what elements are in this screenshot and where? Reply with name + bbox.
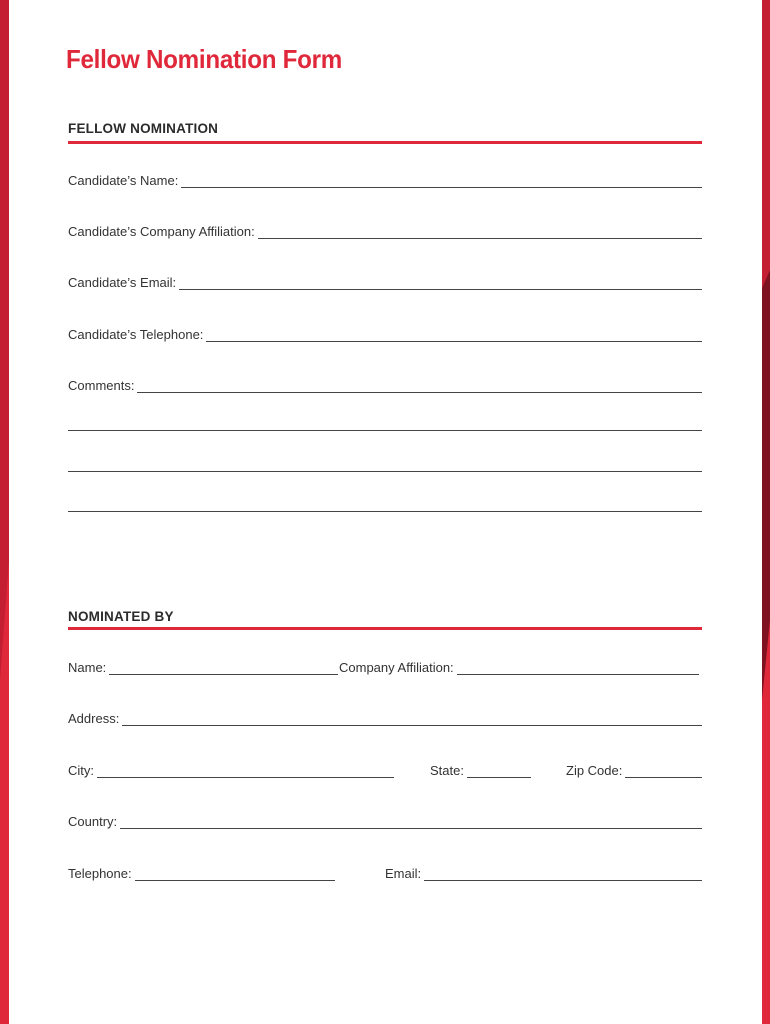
comments-label: Comments: — [68, 378, 135, 393]
candidate-telephone-label: Candidate’s Telephone: — [68, 327, 204, 342]
nominator-name-field[interactable] — [68, 659, 338, 677]
nominator-email-input-line[interactable] — [424, 880, 702, 881]
address-label: Address: — [68, 711, 120, 726]
section-divider — [68, 627, 702, 630]
candidate-telephone-field[interactable] — [68, 326, 702, 344]
nominator-name-label: Name: — [68, 660, 107, 675]
comments-line-2[interactable] — [68, 430, 702, 431]
candidate-email-field[interactable] — [68, 274, 702, 292]
state-field[interactable] — [430, 762, 531, 780]
nominator-company-input-line[interactable] — [457, 674, 699, 675]
nominator-company-label: Company Affiliation: — [339, 660, 454, 675]
zip-code-label: Zip Code: — [566, 763, 623, 778]
candidate-email-label: Candidate’s Email: — [68, 275, 177, 290]
candidate-name-field[interactable] — [68, 172, 702, 190]
zip-code-field[interactable] — [566, 762, 702, 780]
fellow-nomination-heading: FELLOW NOMINATION — [68, 121, 219, 136]
nominator-telephone-input-line[interactable] — [135, 880, 335, 881]
city-input-line[interactable] — [97, 777, 394, 778]
zip-code-input-line[interactable] — [625, 777, 702, 778]
nominated-by-heading: NOMINATED BY — [68, 609, 174, 624]
candidate-company-input-line[interactable] — [258, 238, 702, 239]
comments-field[interactable] — [68, 377, 702, 395]
city-label: City: — [68, 763, 94, 778]
country-label: Country: — [68, 814, 118, 829]
country-field[interactable] — [68, 813, 702, 831]
candidate-name-input-line[interactable] — [181, 187, 702, 188]
nominator-name-input-line[interactable] — [109, 674, 338, 675]
candidate-email-input-line[interactable] — [179, 289, 702, 290]
fellow-nomination-section — [68, 121, 702, 136]
candidate-telephone-input-line[interactable] — [206, 341, 702, 342]
address-field[interactable] — [68, 710, 702, 728]
nominator-email-field[interactable] — [385, 865, 702, 883]
comments-line-3[interactable] — [68, 471, 702, 472]
nominator-telephone-label: Telephone: — [68, 866, 132, 881]
address-input-line[interactable] — [122, 725, 702, 726]
city-field[interactable] — [68, 762, 394, 780]
candidate-company-label: Candidate’s Company Affiliation: — [68, 224, 255, 239]
section-divider — [68, 141, 702, 144]
country-input-line[interactable] — [120, 828, 702, 829]
candidate-name-label: Candidate’s Name: — [68, 173, 179, 188]
nominator-email-label: Email: — [385, 866, 422, 881]
state-input-line[interactable] — [467, 777, 531, 778]
nominator-telephone-field[interactable] — [68, 865, 335, 883]
nominator-company-field[interactable] — [339, 659, 699, 677]
form-title: Fellow Nomination Form — [66, 44, 342, 74]
nominated-by-section — [68, 609, 702, 624]
comments-input-line[interactable] — [137, 392, 702, 393]
candidate-company-field[interactable] — [68, 223, 702, 241]
state-label: State: — [430, 763, 464, 778]
comments-line-4[interactable] — [68, 511, 702, 512]
